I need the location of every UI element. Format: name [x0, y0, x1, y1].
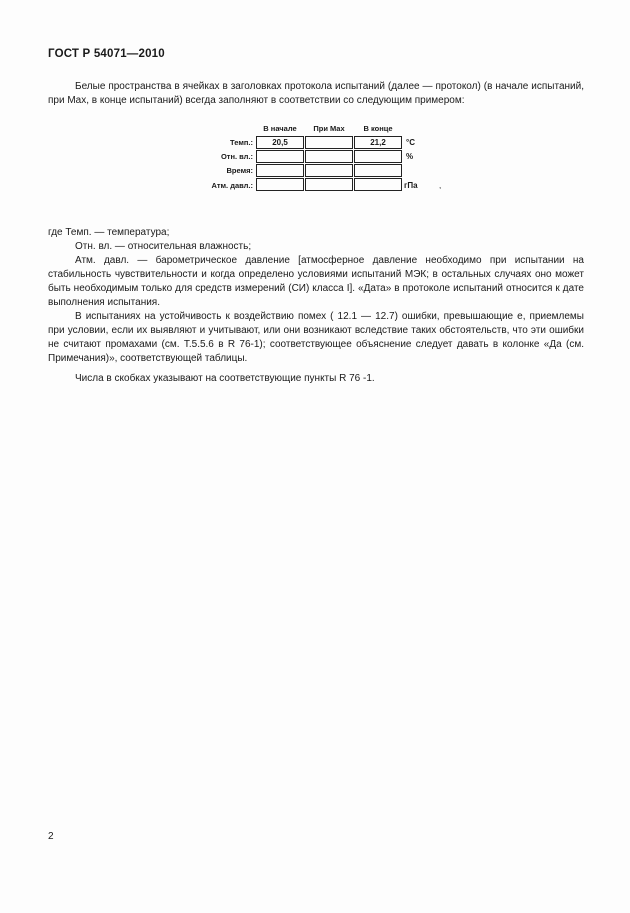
table-cell — [256, 178, 304, 191]
unit-temp: °C — [406, 138, 415, 147]
table-cell — [354, 178, 402, 191]
table-cell — [256, 150, 304, 163]
footnote: Числа в скобках указывают на соответствующие пункты R 76 -1. — [75, 373, 375, 384]
row-label-time: Время: — [226, 166, 253, 175]
table-cell: 20,5 — [256, 136, 304, 149]
unit-pressure: гПа — [404, 181, 418, 190]
intro-paragraph: Белые пространства в ячейках в заголовках протокола испытаний (далее — протокол) (в начале испытаний, при Max, в конце испытаний) всегда заполняют в соответствии со следующим примером: — [48, 81, 584, 106]
page-number: 2 — [48, 831, 54, 842]
row-label-humidity: Отн. вл.: — [220, 152, 253, 161]
definition-temp: где Темп. — температура; — [48, 227, 170, 238]
table-cell — [305, 136, 353, 149]
table-cell — [305, 150, 353, 163]
table-cell — [354, 150, 402, 163]
col-header-start: В начале — [263, 124, 297, 133]
row-label-pressure: Атм. давл.: — [211, 181, 253, 190]
table-cell — [256, 164, 304, 177]
definition-humidity: Отн. вл. — относительная влажность; — [75, 241, 252, 252]
definition-interference: В испытаниях на устойчивость к воздействию помех ( 12.1 — 12.7) ошибки, превышающие e, приемлемы при условии, если их выявляют и учитывают, или они возникают вследствие таких обстоятельств, что эти ошибки не считают промахами (см. Т.5.5.6 в R 76-1); соответствующее объяснение следует давать в колонке «Да (см. Примечания)», соответствующей таблицы. — [48, 311, 584, 364]
col-header-max: При Max — [313, 124, 345, 133]
trailing-comma: , — [439, 181, 442, 190]
document-header: ГОСТ Р 54071—2010 — [48, 48, 165, 60]
table-cell — [305, 178, 353, 191]
col-header-end: В конце — [363, 124, 393, 133]
row-label-temp: Темп.: — [230, 138, 253, 147]
unit-humidity: % — [406, 152, 414, 161]
table-cell — [305, 164, 353, 177]
definition-pressure: Атм. давл. — барометрическое давление [атмосферное давление необходимо при испытании на стабильность чувствительности и когда определено условиями испытаний МЭК; в остальных случаях оно может быть необходимым только для средств измерений (СИ) класса I]. «Дата» в протоколе испытаний относится к дате выполнения испытания. — [48, 255, 584, 308]
table-cell: 21,2 — [354, 136, 402, 149]
table-cell — [354, 164, 402, 177]
